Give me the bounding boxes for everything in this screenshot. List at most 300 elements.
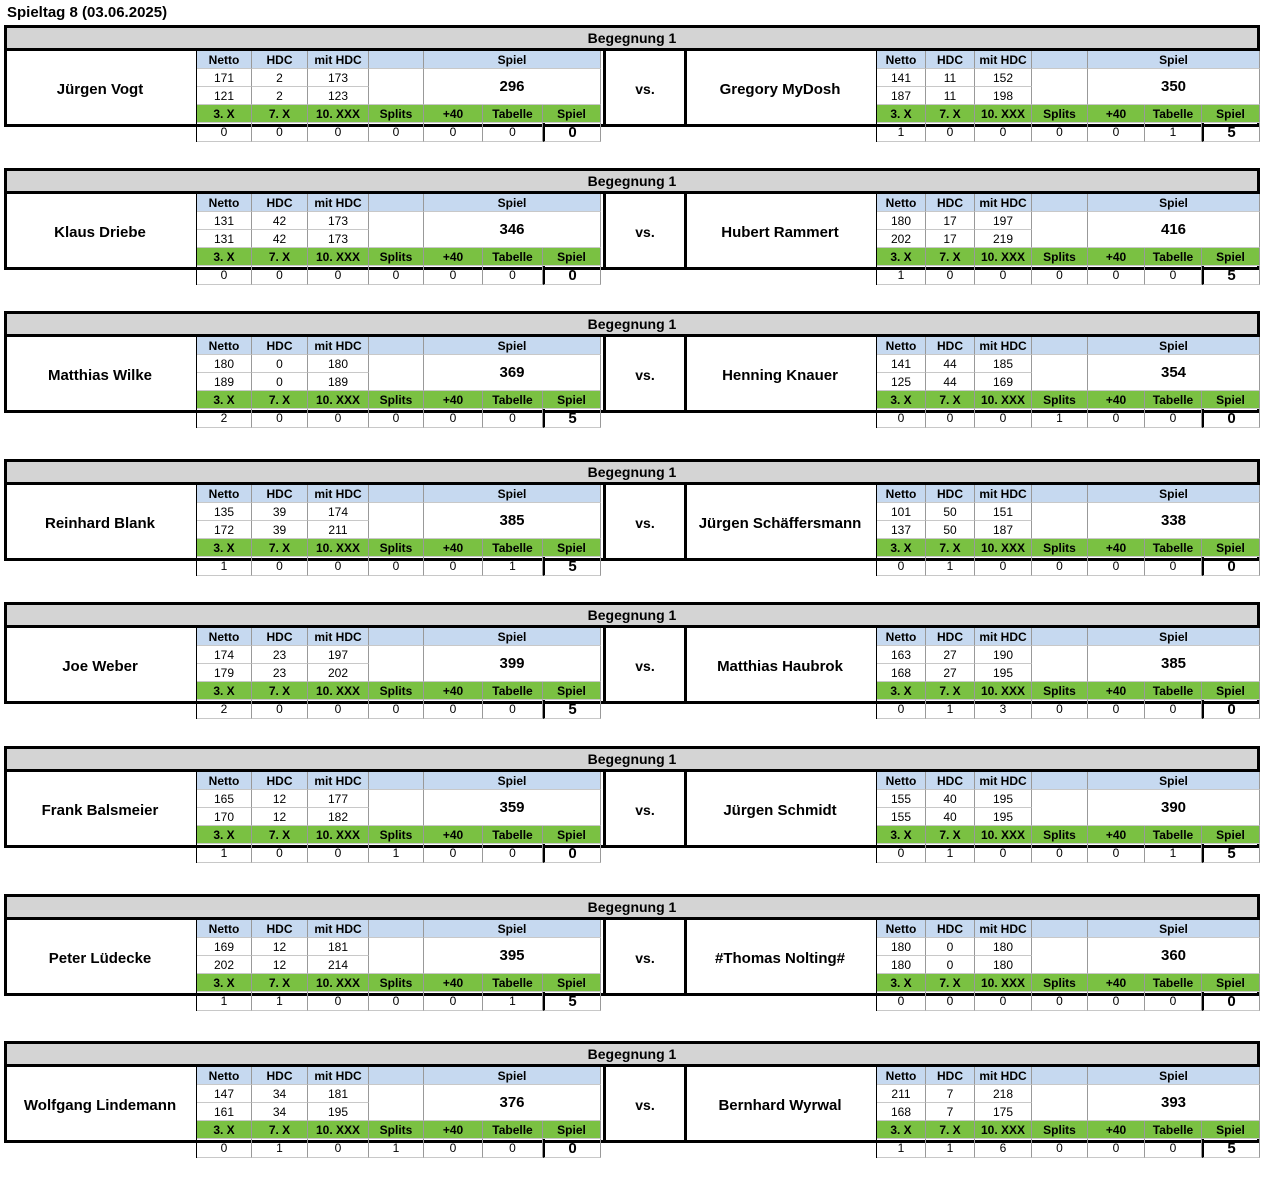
header-spiel: Spiel [424, 628, 601, 646]
header-netto: Netto [877, 1067, 926, 1085]
bonus-value: 0 [975, 844, 1032, 863]
bonus-header: 3. X [197, 539, 252, 557]
bonus-header: Spiel [1202, 539, 1260, 557]
game2-hdc: 7 [926, 1103, 975, 1121]
game1-mit-hdc: 152 [975, 69, 1032, 87]
header-blank [369, 51, 424, 69]
bonus-header: Spiel [543, 105, 601, 123]
game1-hdc: 2 [252, 69, 308, 87]
header-spiel: Spiel [424, 485, 601, 503]
header-mit-hdc: mit HDC [975, 51, 1032, 69]
bonus-value: 0 [369, 123, 424, 142]
game1-netto: 171 [197, 69, 252, 87]
header-mit-hdc: mit HDC [975, 337, 1032, 355]
header-netto: Netto [877, 51, 926, 69]
game2-hdc: 27 [926, 664, 975, 682]
bonus-value: 0 [877, 844, 926, 863]
bonus-header: 7. X [252, 682, 308, 700]
header-hdc: HDC [926, 772, 975, 790]
game2-netto: 168 [877, 664, 926, 682]
match-block [4, 602, 1260, 718]
blank-box [1032, 646, 1088, 682]
bonus-header: Spiel [543, 539, 601, 557]
bonus-header: 7. X [926, 391, 975, 409]
bonus-header: Splits [369, 826, 424, 844]
match-points: 0 [1202, 409, 1260, 428]
bonus-value: 1 [926, 557, 975, 576]
bonus-value: 0 [1088, 992, 1145, 1011]
player-name-left: Wolfgang Lindemann [23, 1096, 177, 1114]
blank-box [369, 355, 424, 391]
bonus-value: 2 [197, 700, 252, 719]
game2-netto: 179 [197, 664, 252, 682]
score-grid-right [876, 920, 1260, 1011]
score-grid-right [876, 194, 1260, 285]
header-blank [1032, 194, 1088, 212]
header-netto: Netto [197, 772, 252, 790]
bonus-value: 0 [975, 992, 1032, 1011]
game1-mit-hdc: 174 [308, 503, 369, 521]
bonus-value: 0 [975, 266, 1032, 285]
bonus-value: 0 [1032, 1139, 1088, 1158]
game1-hdc: 23 [252, 646, 308, 664]
bonus-value: 0 [1032, 123, 1088, 142]
game1-netto: 174 [197, 646, 252, 664]
bonus-value: 0 [1088, 700, 1145, 719]
bonus-header: 10. XXX [975, 105, 1032, 123]
game2-mit-hdc: 198 [975, 87, 1032, 105]
header-spiel: Spiel [424, 772, 601, 790]
bonus-value: 1 [197, 844, 252, 863]
header-hdc: HDC [926, 628, 975, 646]
bonus-header: Tabelle [1145, 248, 1202, 266]
bonus-value: 0 [197, 123, 252, 142]
player-name-right: Bernhard Wyrwal [718, 1096, 842, 1114]
blank-box [1032, 1085, 1088, 1121]
bonus-header: Splits [369, 682, 424, 700]
bonus-header: Spiel [1202, 105, 1260, 123]
game2-netto: 125 [877, 373, 926, 391]
header-mit-hdc: mit HDC [308, 920, 369, 938]
match-points: 0 [1202, 557, 1260, 576]
bonus-value: 0 [252, 557, 308, 576]
game1-hdc: 27 [926, 646, 975, 664]
bonus-header: 3. X [877, 391, 926, 409]
bonus-header: Splits [1032, 1121, 1088, 1139]
game1-mit-hdc: 180 [975, 938, 1032, 956]
game2-netto: 137 [877, 521, 926, 539]
bonus-header: +40 [1088, 391, 1145, 409]
header-hdc: HDC [252, 920, 308, 938]
bonus-value: 0 [424, 123, 483, 142]
bonus-header: 7. X [252, 391, 308, 409]
header-mit-hdc: mit HDC [308, 1067, 369, 1085]
bonus-header: 10. XXX [308, 539, 369, 557]
game1-netto: 135 [197, 503, 252, 521]
match-points: 0 [1202, 992, 1260, 1011]
bonus-value: 0 [877, 409, 926, 428]
bonus-value: 0 [424, 266, 483, 285]
bonus-header: Tabelle [483, 248, 543, 266]
total-score: 354 [1088, 355, 1260, 391]
blank-box [369, 1085, 424, 1121]
header-netto: Netto [197, 1067, 252, 1085]
bonus-header: Spiel [1202, 248, 1260, 266]
game2-netto: 168 [877, 1103, 926, 1121]
header-netto: Netto [197, 51, 252, 69]
total-score: 360 [1088, 938, 1260, 974]
player-name-right: Jürgen Schäffersmann [698, 514, 862, 532]
bonus-value: 0 [424, 557, 483, 576]
header-blank [369, 337, 424, 355]
game2-hdc: 50 [926, 521, 975, 539]
bonus-header: +40 [424, 826, 483, 844]
bonus-value: 0 [1145, 992, 1202, 1011]
bonus-header: Splits [369, 391, 424, 409]
game2-mit-hdc: 187 [975, 521, 1032, 539]
vs-label: vs. [603, 1067, 687, 1143]
header-spiel: Spiel [1088, 485, 1260, 503]
blank-box [1032, 212, 1088, 248]
game1-hdc: 0 [252, 355, 308, 373]
bonus-value: 0 [1145, 266, 1202, 285]
game1-mit-hdc: 151 [975, 503, 1032, 521]
header-netto: Netto [877, 772, 926, 790]
player-name-left: Peter Lüdecke [48, 949, 152, 967]
match-points: 5 [1202, 123, 1260, 142]
bonus-header: +40 [1088, 105, 1145, 123]
header-netto: Netto [877, 485, 926, 503]
header-hdc: HDC [926, 1067, 975, 1085]
match-points: 5 [543, 409, 601, 428]
player-name-left: Frank Balsmeier [41, 801, 159, 819]
game1-mit-hdc: 181 [308, 938, 369, 956]
blank-box [369, 503, 424, 539]
bonus-header: Spiel [1202, 826, 1260, 844]
bonus-header: 7. X [252, 539, 308, 557]
header-spiel: Spiel [424, 337, 601, 355]
player-name-left: Jürgen Vogt [56, 80, 144, 98]
blank-box [369, 646, 424, 682]
total-score: 399 [424, 646, 601, 682]
bonus-header: +40 [424, 105, 483, 123]
bonus-header: 3. X [877, 248, 926, 266]
header-mit-hdc: mit HDC [308, 485, 369, 503]
game2-netto: 202 [877, 230, 926, 248]
game1-hdc: 42 [252, 212, 308, 230]
header-spiel: Spiel [1088, 51, 1260, 69]
score-grid-right [876, 485, 1260, 576]
bonus-value: 0 [926, 266, 975, 285]
bonus-header: Tabelle [483, 539, 543, 557]
game1-mit-hdc: 185 [975, 355, 1032, 373]
score-grid-left [196, 51, 601, 142]
match-points: 0 [543, 1139, 601, 1158]
game1-mit-hdc: 190 [975, 646, 1032, 664]
bonus-header: 10. XXX [975, 391, 1032, 409]
bonus-value: 6 [975, 1139, 1032, 1158]
bonus-value: 0 [1088, 409, 1145, 428]
bonus-header: Spiel [1202, 682, 1260, 700]
game1-netto: 155 [877, 790, 926, 808]
header-netto: Netto [197, 485, 252, 503]
score-grid-right [876, 1067, 1260, 1158]
match-title: Begegnung 1 [7, 897, 1257, 920]
bonus-value: 1 [483, 992, 543, 1011]
header-netto: Netto [877, 194, 926, 212]
bonus-value: 0 [308, 844, 369, 863]
bonus-value: 0 [369, 266, 424, 285]
vs-label: vs. [603, 920, 687, 996]
bonus-header: 10. XXX [975, 682, 1032, 700]
bonus-value: 1 [197, 557, 252, 576]
bonus-value: 0 [1032, 992, 1088, 1011]
header-blank [1032, 1067, 1088, 1085]
game2-hdc: 40 [926, 808, 975, 826]
bonus-header: 10. XXX [975, 539, 1032, 557]
total-score: 385 [424, 503, 601, 539]
header-spiel: Spiel [1088, 772, 1260, 790]
game1-netto: 163 [877, 646, 926, 664]
bonus-value: 0 [877, 992, 926, 1011]
bonus-header: 10. XXX [308, 391, 369, 409]
header-netto: Netto [197, 194, 252, 212]
game1-netto: 141 [877, 69, 926, 87]
match-block [4, 894, 1260, 1010]
bonus-value: 0 [483, 844, 543, 863]
bonus-value: 0 [1032, 844, 1088, 863]
header-spiel: Spiel [1088, 920, 1260, 938]
bonus-header: 7. X [926, 826, 975, 844]
player-name-right: Henning Knauer [722, 366, 838, 384]
total-score: 346 [424, 212, 601, 248]
game2-netto: 189 [197, 373, 252, 391]
game2-mit-hdc: 195 [975, 808, 1032, 826]
bonus-value: 1 [252, 992, 308, 1011]
header-hdc: HDC [252, 485, 308, 503]
game2-mit-hdc: 214 [308, 956, 369, 974]
header-spiel: Spiel [424, 51, 601, 69]
bonus-header: +40 [424, 391, 483, 409]
bonus-header: 3. X [877, 974, 926, 992]
header-blank [369, 194, 424, 212]
bonus-value: 2 [197, 409, 252, 428]
total-score: 390 [1088, 790, 1260, 826]
bonus-value: 0 [483, 123, 543, 142]
bonus-header: Spiel [543, 974, 601, 992]
bonus-header: 7. X [926, 974, 975, 992]
bonus-header: +40 [1088, 974, 1145, 992]
game2-mit-hdc: 189 [308, 373, 369, 391]
game1-hdc: 7 [926, 1085, 975, 1103]
game2-hdc: 12 [252, 808, 308, 826]
bonus-header: Tabelle [483, 974, 543, 992]
match-points: 5 [1202, 266, 1260, 285]
bonus-header: 10. XXX [975, 1121, 1032, 1139]
game2-mit-hdc: 123 [308, 87, 369, 105]
bonus-header: Tabelle [1145, 826, 1202, 844]
game2-mit-hdc: 182 [308, 808, 369, 826]
header-hdc: HDC [252, 194, 308, 212]
game2-mit-hdc: 180 [975, 956, 1032, 974]
header-netto: Netto [877, 628, 926, 646]
game2-hdc: 39 [252, 521, 308, 539]
bonus-value: 0 [483, 1139, 543, 1158]
bonus-header: 7. X [252, 1121, 308, 1139]
bonus-value: 0 [369, 557, 424, 576]
header-mit-hdc: mit HDC [308, 628, 369, 646]
game1-hdc: 50 [926, 503, 975, 521]
match-points: 0 [543, 123, 601, 142]
game1-hdc: 44 [926, 355, 975, 373]
bonus-value: 0 [1088, 844, 1145, 863]
game2-netto: 202 [197, 956, 252, 974]
game1-netto: 180 [877, 938, 926, 956]
match-title: Begegnung 1 [7, 462, 1257, 485]
bonus-header: Splits [369, 539, 424, 557]
header-mit-hdc: mit HDC [308, 772, 369, 790]
header-blank [369, 772, 424, 790]
header-blank [1032, 51, 1088, 69]
bonus-header: Tabelle [1145, 105, 1202, 123]
game2-hdc: 42 [252, 230, 308, 248]
bonus-value: 0 [424, 409, 483, 428]
bonus-header: 3. X [197, 826, 252, 844]
header-spiel: Spiel [1088, 1067, 1260, 1085]
header-hdc: HDC [926, 920, 975, 938]
total-score: 376 [424, 1085, 601, 1121]
match-title: Begegnung 1 [7, 1044, 1257, 1067]
score-grid-left [196, 772, 601, 863]
player-name-left: Klaus Driebe [54, 223, 146, 241]
bonus-value: 3 [975, 700, 1032, 719]
game1-netto: 141 [877, 355, 926, 373]
bonus-value: 0 [1145, 700, 1202, 719]
bonus-value: 0 [1032, 700, 1088, 719]
bonus-header: Spiel [543, 248, 601, 266]
bonus-header: 3. X [877, 1121, 926, 1139]
bonus-header: Splits [1032, 539, 1088, 557]
bonus-value: 0 [1088, 266, 1145, 285]
header-netto: Netto [877, 337, 926, 355]
blank-box [1032, 355, 1088, 391]
bonus-header: Spiel [1202, 1121, 1260, 1139]
bonus-value: 0 [252, 123, 308, 142]
bonus-header: Splits [1032, 248, 1088, 266]
bonus-value: 0 [252, 409, 308, 428]
header-mit-hdc: mit HDC [975, 485, 1032, 503]
score-grid-right [876, 628, 1260, 719]
header-spiel: Spiel [1088, 194, 1260, 212]
score-grid-left [196, 337, 601, 428]
match-points: 0 [543, 266, 601, 285]
bonus-value: 0 [1088, 557, 1145, 576]
header-hdc: HDC [252, 1067, 308, 1085]
game2-mit-hdc: 202 [308, 664, 369, 682]
score-grid-right [876, 772, 1260, 863]
game2-hdc: 12 [252, 956, 308, 974]
bonus-header: 7. X [926, 248, 975, 266]
bonus-header: Tabelle [483, 1121, 543, 1139]
bonus-value: 1 [926, 700, 975, 719]
score-grid-left [196, 1067, 601, 1158]
bonus-value: 1 [877, 1139, 926, 1158]
player-name-right: Hubert Rammert [721, 223, 839, 241]
match-title: Begegnung 1 [7, 605, 1257, 628]
player-name-left: Joe Weber [62, 657, 138, 675]
header-mit-hdc: mit HDC [975, 920, 1032, 938]
match-block [4, 459, 1260, 575]
bonus-header: +40 [424, 248, 483, 266]
header-blank [1032, 628, 1088, 646]
bonus-value: 0 [308, 1139, 369, 1158]
bonus-value: 1 [926, 1139, 975, 1158]
bonus-value: 0 [424, 1139, 483, 1158]
vs-label: vs. [603, 485, 687, 561]
game2-hdc: 17 [926, 230, 975, 248]
game1-hdc: 39 [252, 503, 308, 521]
match-points: 5 [543, 557, 601, 576]
header-mit-hdc: mit HDC [308, 337, 369, 355]
match-points: 5 [543, 992, 601, 1011]
game2-mit-hdc: 173 [308, 230, 369, 248]
game1-hdc: 11 [926, 69, 975, 87]
player-name-left: Reinhard Blank [44, 514, 156, 532]
bonus-header: 10. XXX [308, 974, 369, 992]
bonus-header: 7. X [252, 105, 308, 123]
bonus-value: 1 [197, 992, 252, 1011]
game2-hdc: 11 [926, 87, 975, 105]
bonus-header: 3. X [197, 248, 252, 266]
player-name-left: Matthias Wilke [47, 366, 153, 384]
match-block [4, 746, 1260, 862]
game2-netto: 155 [877, 808, 926, 826]
header-hdc: HDC [252, 628, 308, 646]
header-blank [369, 920, 424, 938]
bonus-header: Splits [369, 1121, 424, 1139]
bonus-header: 7. X [252, 248, 308, 266]
bonus-value: 0 [1032, 266, 1088, 285]
match-block [4, 25, 1260, 141]
match-title: Begegnung 1 [7, 314, 1257, 337]
game2-hdc: 23 [252, 664, 308, 682]
match-block [4, 311, 1260, 427]
match-points: 5 [1202, 844, 1260, 863]
game2-netto: 121 [197, 87, 252, 105]
header-hdc: HDC [252, 337, 308, 355]
header-mit-hdc: mit HDC [975, 1067, 1032, 1085]
bonus-header: +40 [424, 539, 483, 557]
total-score: 296 [424, 69, 601, 105]
bonus-value: 0 [975, 409, 1032, 428]
header-blank [369, 485, 424, 503]
bonus-header: +40 [1088, 682, 1145, 700]
bonus-header: Splits [1032, 682, 1088, 700]
score-grid-left [196, 920, 601, 1011]
header-netto: Netto [197, 337, 252, 355]
bonus-value: 0 [1145, 557, 1202, 576]
header-mit-hdc: mit HDC [975, 772, 1032, 790]
header-blank [369, 1067, 424, 1085]
bonus-header: Tabelle [483, 391, 543, 409]
bonus-value: 0 [1088, 123, 1145, 142]
bonus-header: Spiel [543, 1121, 601, 1139]
bonus-header: 10. XXX [308, 105, 369, 123]
bonus-value: 0 [197, 266, 252, 285]
bonus-value: 0 [369, 992, 424, 1011]
header-spiel: Spiel [424, 920, 601, 938]
bonus-header: Tabelle [483, 826, 543, 844]
